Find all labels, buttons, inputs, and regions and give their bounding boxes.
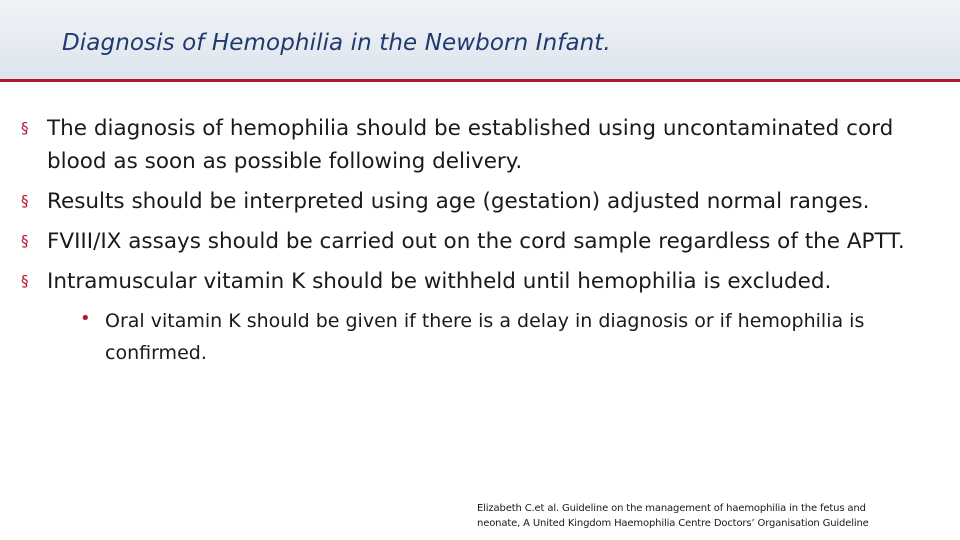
slide-title: Diagnosis of Hemophilia in the Newborn Infant. xyxy=(62,30,611,56)
bullet-text: The diagnosis of hemophilia should be established using uncontaminated cord blood as soon as possible following delivery. xyxy=(47,116,894,174)
bullet-text: Results should be interpreted using age (gestation) adjusted normal ranges. xyxy=(47,189,870,214)
bullet-text: Intramuscular vitamin K should be withheld until hemophilia is excluded. xyxy=(47,269,832,294)
citation xyxy=(477,501,947,531)
square-bullet-icon: § xyxy=(21,192,29,210)
bullet-text: FVIII/IX assays should be carried out on the cord sample regardless of the APTT. xyxy=(47,229,905,254)
sub-bullet-text: Oral vitamin K should be given if there is a delay in diagnosis or if hemophilia is confirmed. xyxy=(105,310,865,364)
dot-bullet-icon: • xyxy=(80,308,91,329)
bullet-item xyxy=(20,265,940,298)
square-bullet-icon: § xyxy=(21,272,29,290)
citation-line: neonate, A United Kingdom Haemophilia Centre Doctors’ Organisation Guideline xyxy=(477,518,869,529)
sub-bullet-item xyxy=(80,305,935,369)
bullet-item xyxy=(20,185,940,218)
bullet-list xyxy=(20,112,940,369)
bullet-item xyxy=(20,225,940,258)
square-bullet-icon: § xyxy=(21,119,29,137)
citation-line: Elizabeth C.et al. Guideline on the management of haemophilia in the fetus and xyxy=(477,503,866,514)
square-bullet-icon: § xyxy=(21,232,29,250)
bullet-item xyxy=(20,112,940,178)
header-divider xyxy=(0,79,960,82)
